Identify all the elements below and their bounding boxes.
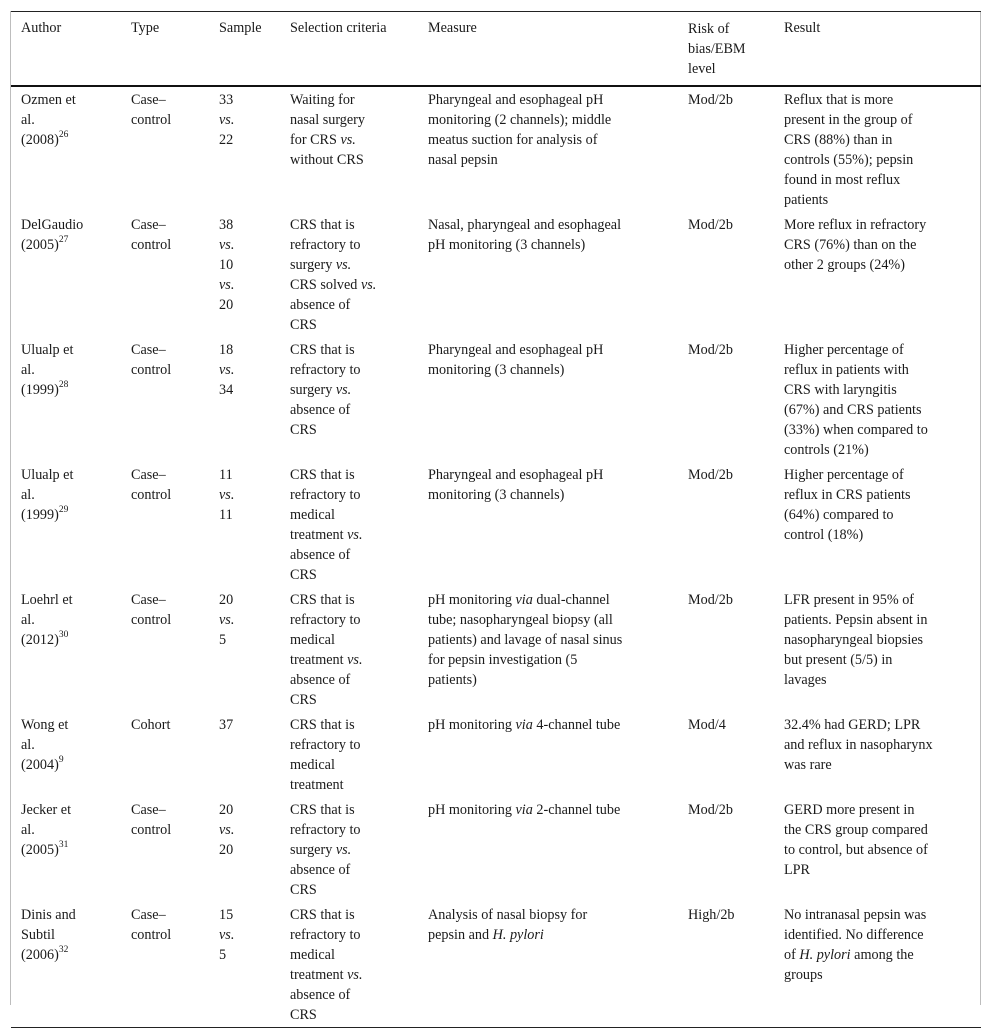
cell-type: Case– control [131,592,172,628]
italic-term: H. pylori [799,947,851,963]
cell-risk: Mod/2b [688,92,733,108]
cell-author: Jecker et al. $(2005)^{31}$ [21,802,72,858]
cell-selection-criteria: CRS that is refractory to surgery vs. absence of CRS [290,802,361,898]
italic-term: vs. [219,277,235,293]
italic-term: vs. [360,277,377,293]
cell-type: Cohort [131,717,171,733]
table-row [11,902,981,1028]
cell-risk: Mod/2b [688,802,733,818]
reference-number: 28 [58,380,69,391]
cell-result: LFR present in 95% of patients. Pepsin absent in nasopharyngeal biopsies but present (5/5) in lavages [784,592,928,688]
cell-author: Wong et al. $(2004)^9$ [21,717,69,773]
italic-term: via [515,802,533,818]
italic-term: vs. [219,487,235,503]
cell-selection-criteria: Waiting for nasal surgery for CRS vs. without CRS [290,92,365,168]
cell-sample: 11 vs. 11 [219,467,235,523]
table-row [11,587,981,712]
header-row [11,12,981,87]
italic-term: vs. [347,967,363,983]
cell-measure: Pharyngeal and esophageal pH monitoring (3 channels) [428,342,604,378]
reference-number: 31 [58,840,69,851]
cell-measure: Nasal, pharyngeal and esophageal pH monitoring (3 channels) [428,217,622,253]
italic-term: vs. [335,382,352,398]
italic-term: via [515,592,533,608]
italic-term: vs. [335,842,352,858]
table-body [11,86,981,1028]
italic-term: H. pylori [492,927,544,943]
cell-sample: 33 vs. 22 [219,92,235,148]
cell-risk: Mod/4 [688,717,726,733]
cell-measure: pH monitoring via dual-channel tube; nasopharyngeal biopsy (all patients) and lavage of nasal sinus for pepsin investigation (5 patients) [428,592,623,688]
italic-term: vs. [219,112,235,128]
table-row [11,337,981,462]
italic-term: vs. [219,612,235,628]
studies-table [11,11,981,1028]
cell-type: Case– control [131,802,172,838]
cell-selection-criteria: CRS that is refractory to medical treatment vs. absence of CRS [290,592,363,708]
header-selection-criteria: Selection criteria [290,20,387,36]
cell-author: Ulualp et al. $(1999)^{29}$ [21,467,74,523]
cell-sample: 20 vs. 20 [219,802,235,858]
cell-result: GERD more present in the CRS group compared to control, but absence of LPR [784,802,928,878]
cell-result: Higher percentage of reflux in patients with CRS with laryngitis (67%) and CRS patients (33%) when compared to controls (21%) [784,342,928,458]
reference-number: 9 [58,755,64,766]
cell-type: Case– control [131,342,172,378]
cell-sample: 18 vs. 34 [219,342,235,398]
italic-term: vs. [219,927,235,943]
cell-author: DelGaudio $(2005)^{27}$ [21,217,84,253]
cell-type: Case– control [131,217,172,253]
cell-sample: 38 vs. 10 vs. 20 [219,217,235,313]
cell-risk: Mod/2b [688,217,733,233]
table-row [11,797,981,902]
reference-number: 26 [58,130,69,141]
header-type: Type [131,20,160,36]
cell-author: Dinis and Subtil $(2006)^{32}$ [21,907,76,963]
cell-selection-criteria: CRS that is refractory to medical treatment [290,717,361,793]
cell-risk: Mod/2b [688,592,733,608]
cell-result: More reflux in refractory CRS (76%) than on the other 2 groups (24%) [784,217,927,273]
italic-term: vs. [340,132,356,148]
header-result: Result [784,20,821,36]
italic-term: vs. [347,652,363,668]
cell-author: Ulualp et al. $(1999)^{28}$ [21,342,74,398]
cell-author: Ozmen et al. $(2008)^{26}$ [21,92,76,148]
cell-type: Case– control [131,467,172,503]
reference-number: 29 [58,505,69,516]
italic-term: vs. [347,527,363,543]
header-author: Author [21,20,62,36]
cell-risk: High/2b [688,907,735,923]
italic-term: vs. [219,362,235,378]
cell-measure: Pharyngeal and esophageal pH monitoring (3 channels) [428,467,604,503]
cell-sample: 15 vs. 5 [219,907,235,963]
cell-sample: 20 vs. 5 [219,592,235,648]
italic-term: via [515,717,533,733]
reference-number: 30 [58,630,69,641]
italic-term: vs. [335,257,352,273]
cell-measure: pH monitoring via 4-channel tube [428,717,621,733]
reference-number: 27 [58,235,69,246]
cell-measure: Pharyngeal and esophageal pH monitoring (2 channels); middle meatus suction for analysis of nasal pepsin [428,92,612,168]
cell-selection-criteria: CRS that is refractory to medical treatment vs. absence of CRS [290,467,363,583]
cell-result: Reflux that is more present in the group of CRS (88%) than in controls (55%); pepsin found in most reflux patients [784,92,914,208]
cell-type: Case– control [131,907,172,943]
header-sample: Sample [219,20,262,36]
cell-measure: pH monitoring via 2-channel tube [428,802,621,818]
cell-result: 32.4% had GERD; LPR and reflux in nasopharynx was rare [784,717,933,773]
cell-author: Loehrl et al. $(2012)^{30}$ [21,592,73,648]
header-risk: Risk of bias/EBM level [688,21,746,77]
cell-sample: 37 [219,717,234,733]
cell-result: Higher percentage of reflux in CRS patients (64%) compared to control (18%) [784,467,911,543]
table-row [11,212,981,337]
cell-selection-criteria: CRS that is refractory to medical treatment vs. absence of CRS [290,907,363,1023]
cell-result: No intranasal pepsin was identified. No difference of H. pylori among the groups [784,907,927,983]
italic-term: vs. [219,822,235,838]
cell-type: Case– control [131,92,172,128]
header-measure: Measure [428,20,477,36]
italic-term: vs. [219,237,235,253]
reference-number: 32 [58,945,69,956]
table-row [11,712,981,797]
table-row [11,462,981,587]
cell-risk: Mod/2b [688,342,733,358]
cell-risk: Mod/2b [688,467,733,483]
cell-selection-criteria: CRS that is refractory to surgery vs. CRS solved vs. absence of CRS [290,217,377,333]
cell-selection-criteria: CRS that is refractory to surgery vs. absence of CRS [290,342,361,438]
cell-measure: Analysis of nasal biopsy for pepsin and H. pylori [428,907,588,943]
table-row [11,86,981,212]
